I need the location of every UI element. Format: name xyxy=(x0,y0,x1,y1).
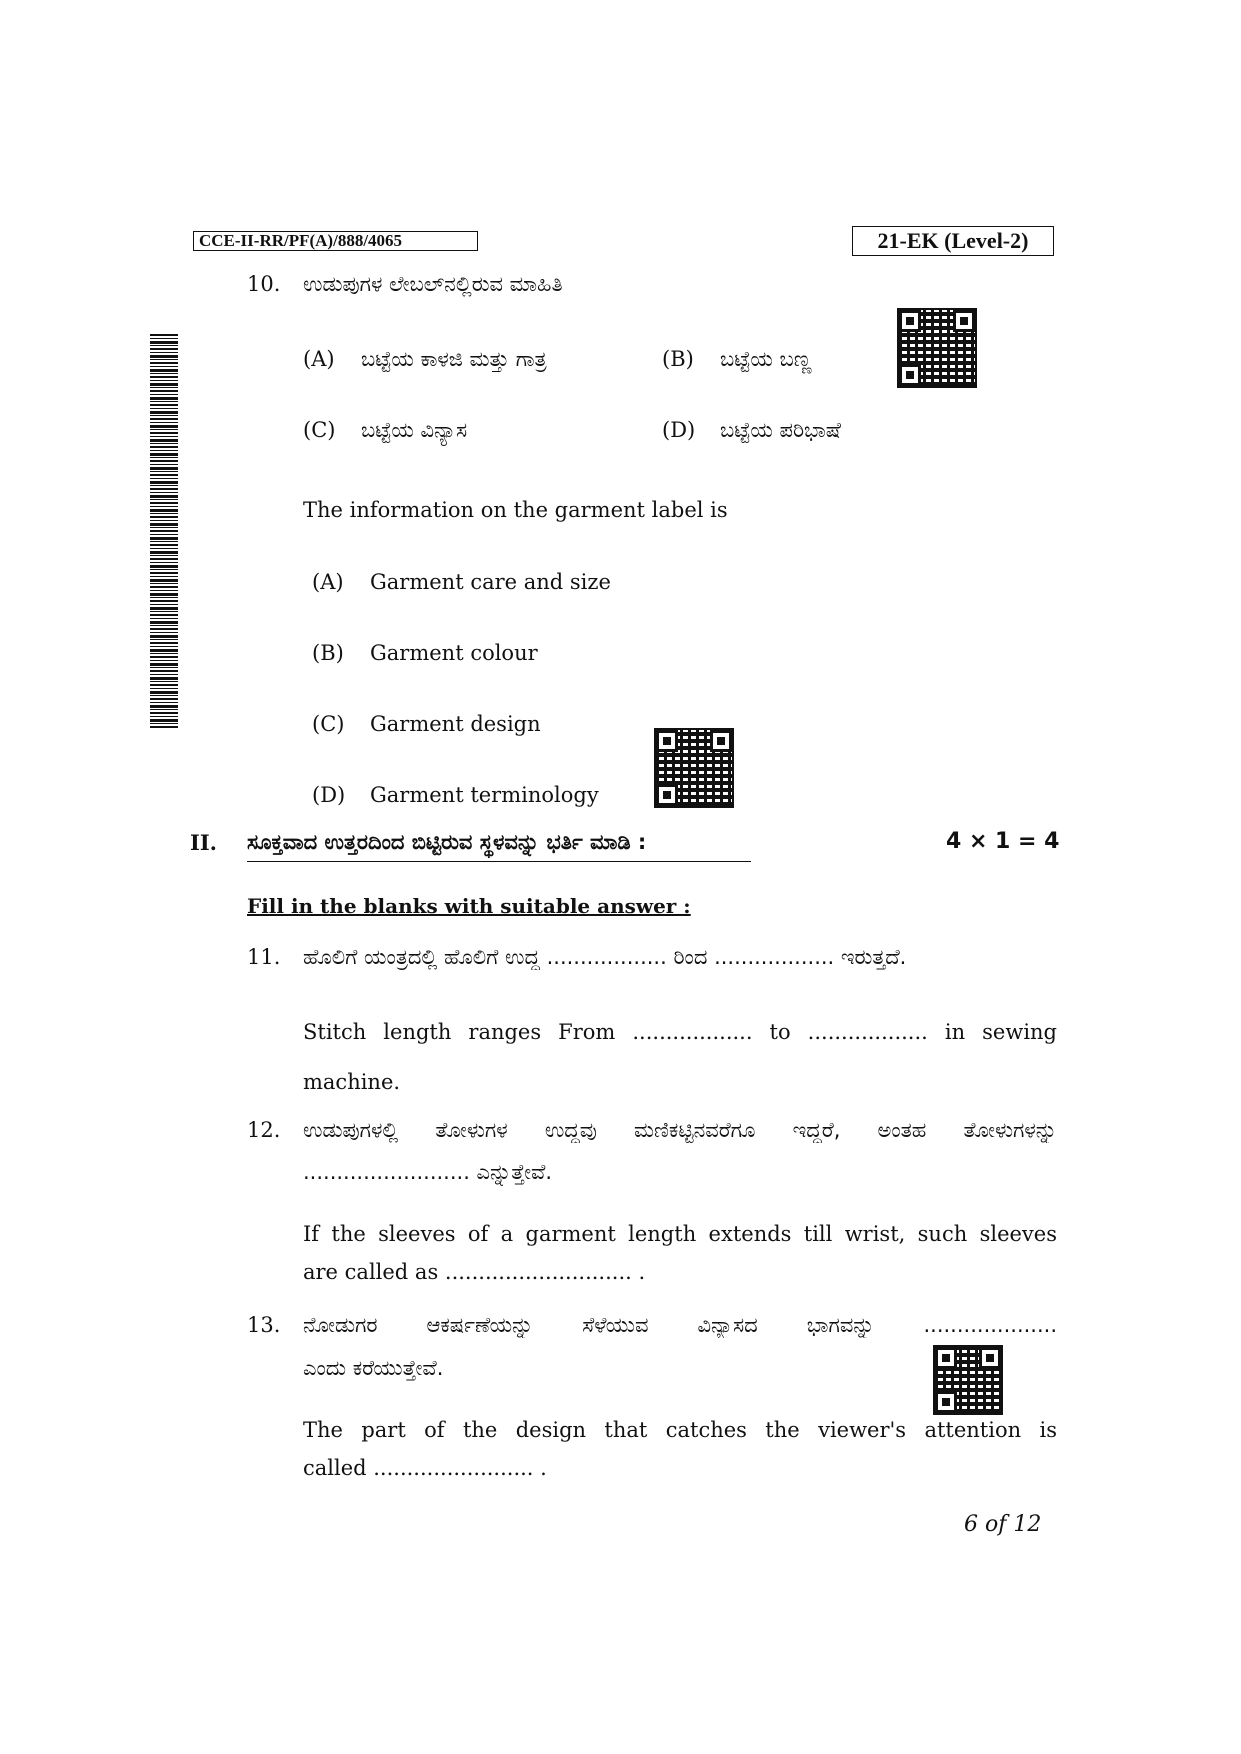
option-text-en: Garment terminology xyxy=(370,783,599,807)
page-number: 6 of 12 xyxy=(964,1512,1042,1537)
qr-code-icon xyxy=(654,728,734,808)
question-number: 11. xyxy=(247,945,281,969)
question-text-en: If the sleeves of a garment length extends till wrist, such sleeves xyxy=(303,1222,1057,1246)
question-text-kn: ಎಂದು ಕರೆಯುತ್ತೇವೆ. xyxy=(303,1356,444,1380)
option-text-kn: ಬಟ್ಟೆಯ ಕಾಳಜಿ ಮತ್ತು ಗಾತ್ರ xyxy=(361,347,547,371)
option-key: (C) xyxy=(303,418,336,442)
question-text-en: machine. xyxy=(303,1070,401,1094)
option-key: (B) xyxy=(312,641,344,665)
question-text-en: called ........................ . xyxy=(303,1456,547,1480)
option-key: (A) xyxy=(303,347,335,371)
barcode-image xyxy=(150,334,178,730)
option-key: (D) xyxy=(662,418,696,442)
section-marks: 4 × 1 = 4 xyxy=(946,829,1060,854)
option-text-kn: ಬಟ್ಟೆಯ ವಿನ್ಯಾಸ xyxy=(361,418,468,442)
option-key: (B) xyxy=(662,347,694,371)
question-text-en: The information on the garment label is xyxy=(303,498,728,522)
option-text-en: Garment colour xyxy=(370,641,538,665)
section-number: II. xyxy=(190,830,217,855)
question-text-en: Stitch length ranges From .................. to .................. in sewing xyxy=(303,1020,1057,1044)
question-number: 10. xyxy=(247,272,281,296)
level-code: 21-EK (Level-2) xyxy=(852,226,1054,256)
question-text-kn: ......................... ಎನ್ನುತ್ತೇವೆ. xyxy=(303,1160,553,1184)
option-text-en: Garment care and size xyxy=(370,570,611,594)
qr-code-icon xyxy=(933,1345,1003,1415)
option-key: (C) xyxy=(312,712,345,736)
question-text-kn: ನೋಡುಗರ ಆಕರ್ಷಣೆಯನ್ನು ಸೆಳೆಯುವ ವಿನ್ಯಾಸದ ಭಾಗವನ್ನು .................... xyxy=(303,1313,1057,1337)
question-text-en: are called as ............................ . xyxy=(303,1260,646,1284)
question-number: 12. xyxy=(247,1118,281,1142)
question-text-kn: ಉಡುಪುಗಳಲ್ಲಿ ತೋಳುಗಳ ಉದ್ದವು ಮಣಿಕಟ್ಟಿನವರೆಗೂ ಇದ್ದರೆ, ಅಂತಹ ತೋಳುಗಳನ್ನು xyxy=(303,1118,1057,1142)
option-key: (D) xyxy=(312,783,346,807)
question-text-kn: ಉಡುಪುಗಳ ಲೇಬಲ್‌ನಲ್ಲಿರುವ ಮಾಹಿತಿ xyxy=(303,272,563,296)
option-key: (A) xyxy=(312,570,344,594)
section-title-kn: ಸೂಕ್ತವಾದ ಉತ್ತರದಿಂದ ಬಿಟ್ಟಿರುವ ಸ್ಥಳವನ್ನು ಭರ್ತಿ ಮಾಡಿ : xyxy=(247,830,751,862)
qr-code-icon xyxy=(897,308,977,388)
option-text-kn: ಬಟ್ಟೆಯ ಬಣ್ಣ xyxy=(720,347,812,371)
paper-code: CCE-II-RR/PF(A)/888/4065 xyxy=(193,231,478,251)
option-text-kn: ಬಟ್ಟೆಯ ಪರಿಭಾಷೆ xyxy=(720,418,841,442)
question-text-kn: ಹೊಲಿಗೆ ಯಂತ್ರದಲ್ಲಿ ಹೊಲಿಗೆ ಉದ್ದ .................. ರಿಂದ .................. ಇರುತ್ತದೆ. xyxy=(303,945,907,969)
question-number: 13. xyxy=(247,1313,281,1337)
question-text-en: The part of the design that catches the viewer's attention is xyxy=(303,1418,1057,1442)
option-text-en: Garment design xyxy=(370,712,541,736)
section-title-en: Fill in the blanks with suitable answer : xyxy=(247,894,691,918)
